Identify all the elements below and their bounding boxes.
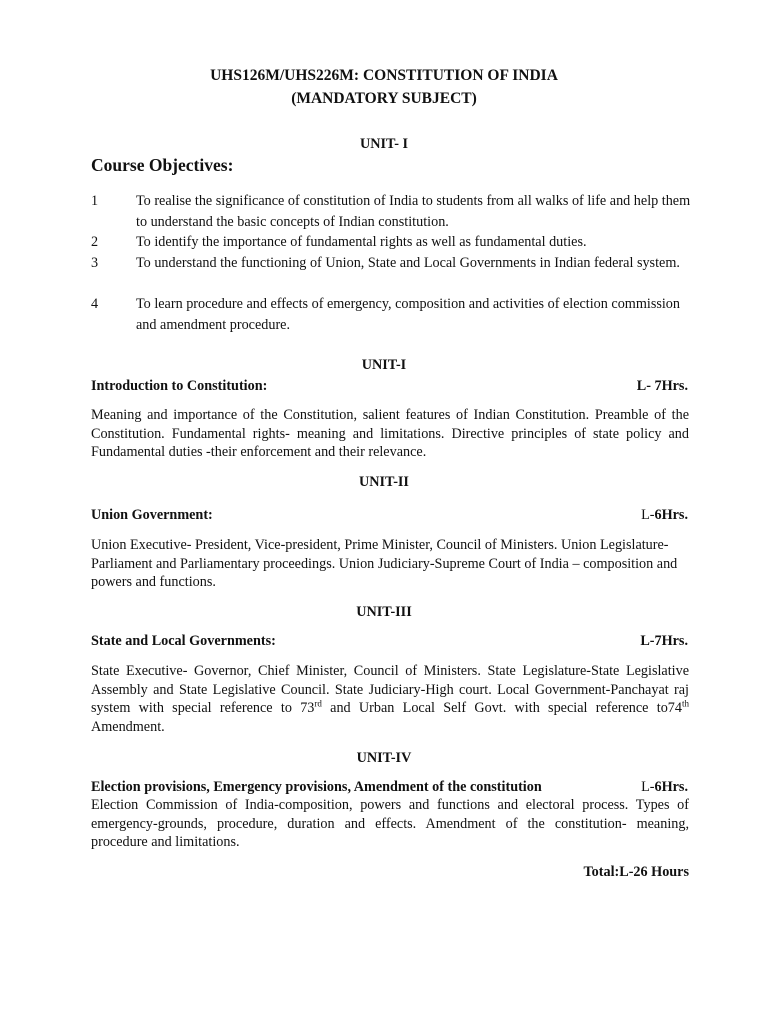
unit-title: Introduction to Constitution: xyxy=(91,378,268,394)
objective-text: To understand the functioning of Union, State and Local Governments in Indian federal system. xyxy=(136,255,680,271)
unit-body-text: and Urban Local Self Govt. with special reference to74 xyxy=(321,700,682,717)
objective-text: To learn procedure and effects of emergency, composition and activities of election commission and amendment procedure. xyxy=(136,296,680,333)
hours-value: 6Hrs. xyxy=(654,779,688,795)
unit-body: Election Commission of India-composition, powers and functions and electoral process. Types of emergency-grounds, procedure, duration and effects. Amendment of the constitution- meaning, procedure and limitations. xyxy=(91,797,689,851)
hours-prefix: L- xyxy=(641,779,655,795)
unit-label: UNIT-I xyxy=(361,357,407,373)
unit-label: UNIT-II xyxy=(359,474,409,490)
unit-hours: L-7Hrs. xyxy=(640,633,688,649)
unit-label: UNIT-III xyxy=(356,604,412,620)
course-title: UHS126M/UHS226M: CONSTITUTION OF INDIA xyxy=(210,67,558,84)
objective-number: 3 xyxy=(91,255,99,271)
unit-body xyxy=(91,662,689,736)
objective-number: 1 xyxy=(91,193,99,209)
objective-number: 4 xyxy=(91,296,99,312)
unit-hours xyxy=(641,506,688,524)
superscript: rd xyxy=(314,698,322,709)
unit-title: State and Local Governments: xyxy=(91,633,276,649)
unit-body-text: Amendment. xyxy=(91,718,165,735)
unit-hours xyxy=(641,778,688,796)
unit-body-text: State Executive- Governor, Chief Minister, Council of Ministers. State Legislature-State Legislative Assembly and State Legislative Council. State Judiciary-High court. Local Government-Panchayat raj system with special reference to 73 xyxy=(91,663,689,717)
unit-title: Union Government: xyxy=(91,507,213,523)
unit-label: UNIT-IV xyxy=(356,750,412,766)
unit-body: Meaning and importance of the Constitution, salient features of Indian Constitution. Preamble of the Constitution. Fundamental rights- meaning and limitations. Directive principles of state policy and Fundamental duties -their enforcement and their relevance. xyxy=(91,407,689,461)
objective-text: To identify the importance of fundamental rights as well as fundamental duties. xyxy=(136,234,587,250)
superscript: th xyxy=(681,698,689,709)
objective-text: To realise the significance of constitution of India to students from all walks of life and help them to understand the basic concepts of Indian constitution. xyxy=(136,193,691,230)
unit-hours: L- 7Hrs. xyxy=(636,378,688,394)
course-subtitle: (MANDATORY SUBJECT) xyxy=(291,90,477,107)
unit-label-top: UNIT- I xyxy=(360,136,408,152)
unit-title: Election provisions, Emergency provisions, Amendment of the constitution xyxy=(91,779,542,795)
objective-number: 2 xyxy=(91,234,99,250)
objectives-heading: Course Objectives: xyxy=(91,155,234,175)
unit-body: Union Executive- President, Vice-president, Prime Minister, Council of Ministers. Union Legislature- Parliament and Parliamentary proceedings. Union Judiciary-Supreme Court of India – composition and powers and functions. xyxy=(91,537,678,591)
total-hours: Total:L-26 Hours xyxy=(583,864,689,880)
hours-prefix: L- xyxy=(641,507,655,523)
hours-value: 6Hrs. xyxy=(654,507,688,523)
